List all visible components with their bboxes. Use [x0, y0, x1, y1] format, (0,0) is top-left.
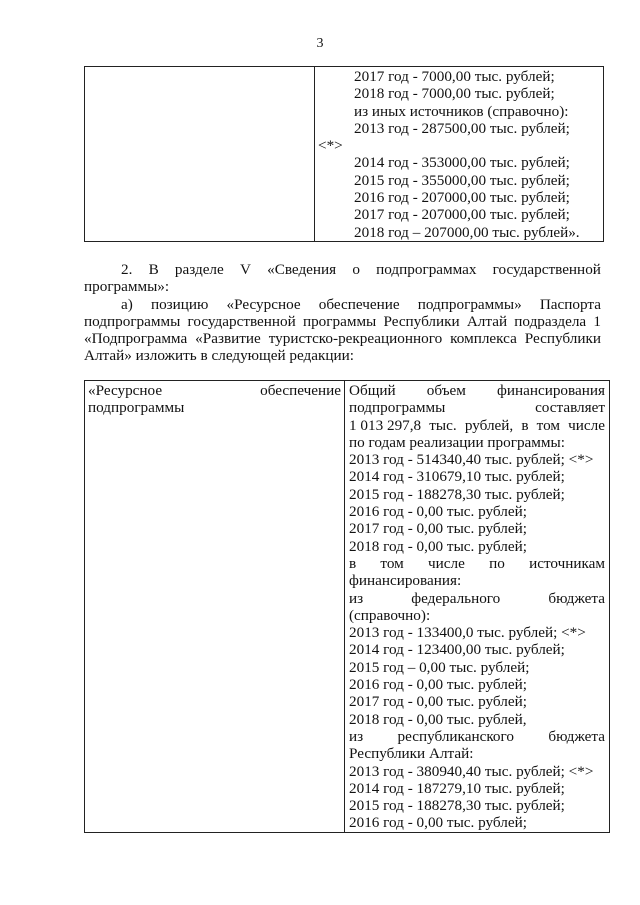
word: 1	[593, 312, 601, 330]
word: из	[349, 727, 364, 745]
word: комплекса	[450, 330, 517, 348]
word: подпрограммы»	[417, 295, 522, 313]
word: «Ресурсное	[226, 295, 301, 313]
word: о	[352, 261, 360, 278]
text-line: 2013 год - 133400,0 тыс. рублей; <*>	[349, 624, 586, 642]
word: составляет	[535, 399, 605, 417]
text-line: 2013 год - 514340,40 тыс. рублей; <*>	[349, 451, 594, 469]
word: числе	[428, 554, 465, 572]
text-line: 2015 год - 188278,30 тыс. рублей;	[349, 797, 565, 815]
empty-left-cell	[85, 67, 315, 242]
word: тыс.	[429, 416, 457, 434]
continued-funding-table	[84, 66, 604, 242]
text-line: 2013 год - 287500,00 тыс. рублей;	[354, 119, 570, 137]
word: Республики	[524, 330, 601, 348]
row-heading-cell	[85, 381, 345, 833]
text-line: Алтай» изложить в следующей редакции:	[84, 347, 354, 365]
text-line: по годам реализации программы:	[349, 433, 565, 451]
text-line: 2016 год - 207000,00 тыс. рублей;	[354, 189, 570, 207]
text-line: 2017 год - 0,00 тыс. рублей;	[349, 693, 527, 711]
word: Алтай	[466, 312, 508, 330]
word: федерального	[411, 589, 501, 607]
resource-provision-table	[84, 380, 610, 833]
word: источникам	[529, 554, 605, 572]
word: позицию	[150, 295, 209, 313]
word: том	[536, 416, 561, 434]
word: «Развитие	[195, 330, 261, 348]
text-line: 2015 год – 0,00 тыс. рублей;	[349, 658, 530, 676]
word: подраздела	[514, 312, 587, 330]
word: Паспорта	[539, 295, 601, 313]
word: том	[380, 554, 404, 572]
word: а)	[121, 295, 133, 313]
word: В	[148, 261, 159, 278]
word: подпрограммы	[349, 399, 446, 417]
word: подпрограммах	[376, 261, 477, 278]
word: «Подпрограмма	[84, 330, 188, 348]
word: в	[521, 416, 529, 434]
section-2-paragraph	[84, 261, 601, 365]
footnote-marker: <*>	[318, 137, 343, 155]
word: «Ресурсное	[88, 382, 163, 399]
text-line: 2014 год - 123400,00 тыс. рублей;	[349, 641, 565, 659]
word: Общий	[349, 382, 396, 399]
text-line: 2017 год - 0,00 тыс. рублей;	[349, 520, 527, 538]
word: бюджета	[548, 727, 605, 745]
text-line: из иных источников (справочно):	[354, 102, 569, 120]
word: объем	[426, 382, 466, 399]
text-line: подпрограммы	[88, 399, 185, 417]
funding-by-year-cell	[315, 67, 604, 242]
word: Республики	[383, 312, 460, 330]
text-line: 2015 год - 355000,00 тыс. рублей;	[354, 171, 570, 189]
text-line: 2016 год - 0,00 тыс. рублей;	[349, 814, 527, 832]
word: разделе	[174, 261, 224, 278]
word: V	[239, 261, 251, 278]
text-line: 2018 год - 0,00 тыс. рублей,	[349, 710, 527, 728]
word: в	[349, 554, 357, 572]
text-line: 2013 год - 380940,40 тыс. рублей; <*>	[349, 762, 594, 780]
word: подпрограммы	[84, 312, 181, 330]
text-line: 2018 год – 207000,00 тыс. рублей».	[354, 223, 580, 241]
word: 1 013 297,8	[349, 416, 422, 434]
word: финансирования	[497, 382, 605, 399]
word: «Сведения	[267, 261, 337, 278]
word: 2.	[121, 261, 133, 278]
word: туристско-рекреационного	[268, 330, 443, 348]
word: бюджета	[548, 589, 605, 607]
text-line: (справочно):	[349, 606, 431, 624]
word: по	[489, 554, 505, 572]
word: числе	[568, 416, 605, 434]
text-line: 2017 год - 7000,00 тыс. рублей;	[354, 68, 555, 85]
page-number: 3	[316, 36, 324, 51]
text-line: 2018 год - 7000,00 тыс. рублей;	[354, 85, 555, 103]
text-line: программы»:	[84, 278, 170, 296]
word: обеспечение	[318, 295, 400, 313]
text-line: 2014 год - 353000,00 тыс. рублей;	[354, 154, 570, 172]
word: программы	[302, 312, 377, 330]
financing-details-cell	[345, 381, 610, 833]
text-line: 2014 год - 187279,10 тыс. рублей;	[349, 779, 565, 797]
text-line: 2015 год - 188278,30 тыс. рублей;	[349, 485, 565, 503]
word: из	[349, 589, 364, 607]
word: государственной	[492, 261, 601, 278]
word: обеспечение	[260, 382, 341, 399]
text-line: 2017 год - 207000,00 тыс. рублей;	[354, 206, 570, 224]
word: рублей,	[464, 416, 514, 434]
word: государственной	[187, 312, 296, 330]
word: республиканского	[397, 727, 514, 745]
text-line: 2014 год - 310679,10 тыс. рублей;	[349, 468, 565, 486]
text-line: 2016 год - 0,00 тыс. рублей;	[349, 676, 527, 694]
text-line: 2016 год - 0,00 тыс. рублей;	[349, 503, 527, 521]
text-line: Республики Алтай:	[349, 745, 474, 763]
text-line: 2018 год - 0,00 тыс. рублей;	[349, 537, 527, 555]
text-line: финансирования:	[349, 572, 462, 590]
